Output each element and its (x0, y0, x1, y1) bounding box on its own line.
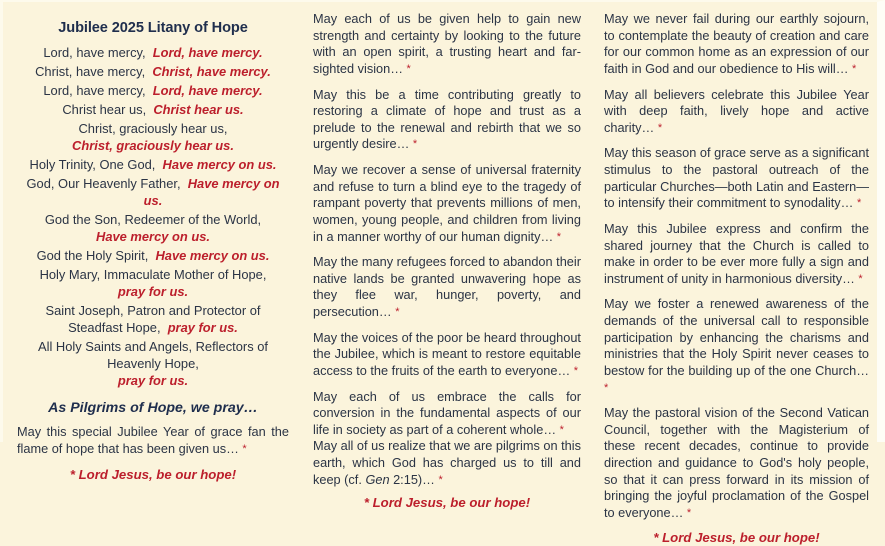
petition-paragraph (604, 296, 869, 396)
litany-response: Christ, have mercy. (152, 64, 270, 79)
petition-paragraph (313, 330, 581, 380)
refrain-column-2: * Lord Jesus, be our hope! (313, 495, 581, 512)
three-column-layout (3, 2, 877, 442)
asterisk-icon: * (658, 122, 662, 134)
litany-call: Holy Trinity, One God, (30, 157, 163, 172)
petition-paragraph (313, 389, 581, 439)
litany-response: pray for us. (118, 373, 188, 388)
pilgrims-heading: As Pilgrims of Hope, we pray… (17, 400, 289, 417)
litany-response: Lord, have mercy. (153, 83, 263, 98)
column-1-top (17, 11, 289, 457)
column-petitions-right (593, 11, 877, 442)
asterisk-icon: * (852, 63, 856, 75)
petition-paragraph (604, 221, 869, 288)
litany-call: All Holy Saints and Angels, Reflectors of Heavenly Hope, (38, 339, 268, 371)
asterisk-icon: * (407, 63, 411, 75)
litany-line (17, 302, 289, 336)
litany-line (17, 101, 289, 118)
petition-text-suffix: 2:15)… (390, 472, 435, 487)
litany-call: Christ, graciously hear us, (78, 121, 227, 136)
asterisk-icon: * (687, 507, 691, 519)
asterisk-icon: * (560, 424, 564, 436)
column-2-top (313, 11, 581, 488)
asterisk-icon: * (574, 365, 578, 377)
asterisk-icon: * (413, 138, 417, 150)
litany-line (17, 82, 289, 99)
litany-call: Saint Joseph, Patron and Protector of Steadfast Hope, (46, 303, 261, 335)
litany-response: pray for us. (168, 320, 238, 335)
petition-text: May each of us embrace the calls for conversion in the fundamental aspects of our life in society as part of a coherent whole… (313, 389, 581, 437)
petition-text: May the many refugees forced to abandon their native lands be granted unwavering hope as they flee war, hunger, poverty, and persecution… (313, 254, 581, 319)
litany-line (17, 266, 289, 300)
litany-line (17, 338, 289, 389)
litany-call: Christ, have mercy, (35, 64, 152, 79)
petition-text-prefix: May all of us realize that we are pilgrims on this earth, which God has charged us to till and keep (cf. (313, 438, 581, 486)
litany-response: Have mercy on us. (96, 229, 210, 244)
scripture-book-name: Gen (365, 472, 389, 487)
petition-paragraph (313, 162, 581, 245)
litany-line (17, 247, 289, 264)
litany-call: Holy Mary, Immaculate Mother of Hope, (40, 267, 267, 282)
page-title: Jubilee 2025 Litany of Hope (17, 20, 289, 38)
litany-line (17, 44, 289, 61)
litany-response: Have mercy on us. (156, 248, 270, 263)
petition-scripture (313, 438, 581, 488)
litany-invocation-list (17, 44, 289, 390)
petition-text: May this Jubilee express and confirm the shared journey that the Church is called to make in order to be ever more fully a sign and instrument of unity in harmonious diversity… (604, 221, 869, 286)
refrain-column-1: * Lord Jesus, be our hope! (17, 467, 289, 484)
litany-response: Lord, have mercy. (153, 45, 263, 60)
litany-response: Christ, graciously hear us. (72, 138, 234, 153)
petition-paragraph (17, 424, 289, 457)
petition-paragraph (313, 87, 581, 154)
litany-line (17, 63, 289, 80)
column-litany (3, 11, 302, 442)
asterisk-icon: * (557, 231, 561, 243)
litany-line (17, 120, 289, 154)
petition-text: May the voices of the poor be heard throughout the Jubilee, which is meant to restore equitable access to the fruits of the earth to everyone… (313, 330, 581, 378)
litany-response: Christ hear us. (153, 102, 243, 117)
litany-call: Lord, have mercy, (43, 83, 152, 98)
petition-text: May all believers celebrate this Jubilee Year with deep faith, lively hope and active charity… (604, 87, 869, 135)
petition-text: May this special Jubilee Year of grace fan the flame of hope that has been given us… (17, 424, 289, 456)
petition-text: May we never fail during our earthly sojourn, to contemplate the beauty of creation and care for our common home as an expression of our faith in God and our obedience to His will… (604, 11, 869, 76)
litany-line (17, 211, 289, 245)
petition-paragraph (604, 87, 869, 137)
petition-text: May the pastoral vision of the Second Vatican Council, together with the Magisterium of these recent decades, continue to provide direction and guidance to God's holy people, so that it can press forward in its mission of bringing the joyful proclamation of the Gospel to everyone… (604, 405, 869, 520)
litany-call: God, Our Heavenly Father, (27, 176, 188, 191)
petition-text: May we foster a renewed awareness of the demands of the universal call to responsible participation by enhancing the charisms and ministries that the Holy Spirit never ceases to bestow for the building up of the one Church… (604, 296, 869, 378)
column-1-petitions (17, 424, 289, 457)
litany-response: pray for us. (118, 284, 188, 299)
column-3-petitions (604, 11, 869, 522)
asterisk-icon: * (858, 273, 862, 285)
petition-text: May this be a time contributing greatly to restoring a climate of hope and trust as a prelude to the renewal and rebirth that we so urgently desire… (313, 87, 581, 152)
asterisk-icon: * (242, 443, 246, 455)
petition-paragraph (604, 405, 869, 521)
litany-line (17, 175, 289, 209)
litany-call: Christ hear us, (62, 102, 153, 117)
column-petitions-middle (302, 11, 593, 442)
litany-call: Lord, have mercy, (43, 45, 152, 60)
litany-call: God the Son, Redeemer of the World, (45, 212, 261, 227)
petition-paragraph (313, 254, 581, 321)
petition-text: May this season of grace serve as a significant stimulus to the pastoral outreach of the particular Churches—both Latin and Eastern—to intensify their commitment to synodality… (604, 145, 869, 210)
petition-paragraph (313, 11, 581, 78)
litany-call: God the Holy Spirit, (37, 248, 156, 263)
petition-text: May each of us be given help to gain new strength and certainty by looking to the future with an open spirit, a trusting heart and far-sighted vision… (313, 11, 581, 76)
column-2-petitions (313, 11, 581, 438)
asterisk-icon: * (395, 306, 399, 318)
petition-paragraph (604, 11, 869, 78)
litany-response: Have mercy on us. (144, 176, 280, 208)
litany-response: Have mercy on us. (163, 157, 277, 172)
petition-text: May we recover a sense of universal fraternity and refuse to turn a blind eye to the tragedy of rampant poverty that prevents millions of men, women, young people, and children from living in a manner worthy of our human dignity… (313, 162, 581, 244)
asterisk-icon: * (857, 197, 861, 209)
refrain-column-3: * Lord Jesus, be our hope! (604, 530, 869, 546)
litany-line (17, 156, 289, 173)
asterisk-icon: * (604, 382, 608, 394)
petition-paragraph (604, 145, 869, 212)
asterisk-icon: * (438, 474, 442, 486)
